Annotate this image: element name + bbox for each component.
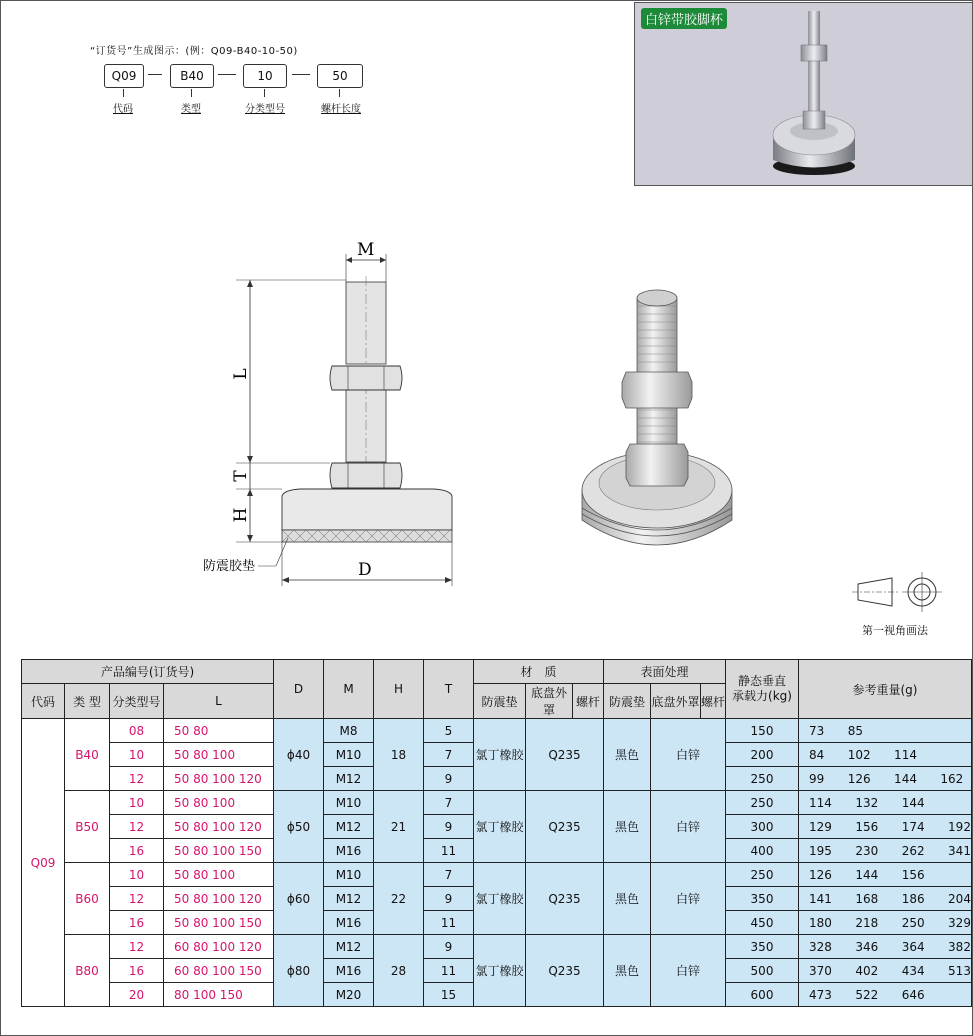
cell-length: 50 80 100 120 (164, 815, 274, 839)
cell-d: ϕ80 (274, 935, 324, 1007)
cell-t: 9 (424, 887, 474, 911)
dim-h-label: H (231, 507, 251, 523)
cell-h: 28 (374, 935, 424, 1007)
header-surf-base: 底盘外罩 (651, 684, 701, 719)
cell-t: 11 (424, 911, 474, 935)
order-box-code: Q09 (104, 64, 144, 88)
header-material: 材 质 (474, 660, 604, 684)
cell-subtype: 16 (110, 911, 164, 935)
cell-subtype: 12 (110, 887, 164, 911)
cell-t: 15 (424, 983, 474, 1007)
header-m: M (324, 660, 374, 719)
cell-type: B60 (65, 863, 110, 935)
dim-l-label: L (231, 368, 251, 380)
cell-m: M10 (324, 863, 374, 887)
cell-t: 11 (424, 959, 474, 983)
cell-length: 50 80 100 (164, 791, 274, 815)
dim-m (346, 240, 386, 282)
cell-load: 250 (726, 791, 799, 815)
cell-weight: 180 218 250 329 (799, 911, 972, 935)
order-label-type: 类型 (181, 104, 201, 115)
cell-length: 60 80 100 120 (164, 935, 274, 959)
cell-t: 5 (424, 719, 474, 743)
header-surf-screw: 螺杆 (701, 684, 726, 719)
cell-t: 11 (424, 839, 474, 863)
cell-length: 50 80 100 150 (164, 911, 274, 935)
cell-m: M16 (324, 911, 374, 935)
table-row (22, 791, 972, 815)
cell-base-material: Q235 (526, 719, 604, 791)
cell-finish: 白锌 (651, 863, 726, 935)
cell-pad-material: 氯丁橡胶 (474, 719, 526, 791)
cell-weight: 328 346 364 382 (799, 935, 972, 959)
cell-h: 21 (374, 791, 424, 863)
order-code-title: “订货号”生成图示：(例：Q09-B40-10-50) (90, 46, 298, 57)
pad-label: 防震胶垫 (203, 559, 256, 574)
header-l: L (164, 684, 274, 719)
cell-length: 80 100 150 (164, 983, 274, 1007)
cell-length: 50 80 100 (164, 743, 274, 767)
header-d: D (274, 660, 324, 719)
cell-d: ϕ40 (274, 719, 324, 791)
cell-finish: 白锌 (651, 719, 726, 791)
cell-base-material: Q235 (526, 791, 604, 863)
cell-pad-material: 氯丁橡胶 (474, 935, 526, 1007)
order-box-type: B40 (170, 64, 214, 88)
cell-weight: 195 230 262 341 (799, 839, 972, 863)
cell-load: 300 (726, 815, 799, 839)
cell-pad-finish: 黑色 (604, 935, 651, 1007)
cell-pad-finish: 黑色 (604, 863, 651, 935)
cell-type: B80 (65, 935, 110, 1007)
header-h: H (374, 660, 424, 719)
cell-weight: 370 402 434 513 (799, 959, 972, 983)
cell-subtype: 12 (110, 815, 164, 839)
cell-m: M12 (324, 767, 374, 791)
cell-subtype: 10 (110, 791, 164, 815)
table-row (22, 719, 972, 743)
dim-m-label: M (357, 240, 375, 260)
cell-type: B40 (65, 719, 110, 791)
spec-table (21, 659, 972, 1007)
cell-load: 350 (726, 935, 799, 959)
order-box-length: 50 (317, 64, 363, 88)
cell-load: 150 (726, 719, 799, 743)
cell-weight: 84 102 114 (799, 743, 972, 767)
cell-pad-finish: 黑色 (604, 791, 651, 863)
cell-subtype: 10 (110, 743, 164, 767)
cell-length: 50 80 100 (164, 863, 274, 887)
cell-load: 600 (726, 983, 799, 1007)
cell-t: 9 (424, 767, 474, 791)
cell-weight: 99 126 144 162 (799, 767, 972, 791)
cell-m: M12 (324, 887, 374, 911)
cell-d: ϕ50 (274, 791, 324, 863)
cell-weight: 141 168 186 204 (799, 887, 972, 911)
cell-base-material: Q235 (526, 863, 604, 935)
cell-load: 500 (726, 959, 799, 983)
upper-nut (330, 366, 402, 390)
cell-subtype: 10 (110, 863, 164, 887)
cell-length: 50 80 (164, 719, 274, 743)
base-cup (282, 489, 452, 530)
cell-t: 9 (424, 935, 474, 959)
cell-length: 50 80 100 120 (164, 887, 274, 911)
header-type: 类 型 (65, 684, 110, 719)
photo-badge: 白锌带胶脚杯 (641, 8, 727, 29)
cell-t: 9 (424, 815, 474, 839)
header-surf-pad: 防震垫 (604, 684, 651, 719)
cell-length: 50 80 100 150 (164, 839, 274, 863)
cell-h: 18 (374, 719, 424, 791)
header-mat-base: 底盘外罩 (526, 684, 573, 719)
cell-m: M20 (324, 983, 374, 1007)
cell-finish: 白锌 (651, 791, 726, 863)
cell-type: B50 (65, 791, 110, 863)
cell-subtype: 08 (110, 719, 164, 743)
cell-m: M16 (324, 959, 374, 983)
cell-weight: 473 522 646 (799, 983, 972, 1007)
cell-weight: 73 85 (799, 719, 972, 743)
header-mat-screw: 螺杆 (573, 684, 604, 719)
header-code: 代码 (22, 684, 65, 719)
cell-pad-material: 氯丁橡胶 (474, 863, 526, 935)
cell-m: M16 (324, 839, 374, 863)
cell-m: M10 (324, 743, 374, 767)
cell-load: 200 (726, 743, 799, 767)
cell-finish: 白锌 (651, 935, 726, 1007)
cell-m: M12 (324, 935, 374, 959)
header-surface: 表面处理 (604, 660, 726, 684)
cell-load: 350 (726, 887, 799, 911)
cell-base-material: Q235 (526, 935, 604, 1007)
header-weight: 参考重量(g) (799, 660, 972, 719)
cell-subtype: 20 (110, 983, 164, 1007)
header-product-no: 产品编号(订货号) (22, 660, 274, 684)
cell-weight: 129 156 174 192 (799, 815, 972, 839)
dim-d-label: D (358, 560, 372, 580)
projection-symbol (852, 572, 942, 612)
leveling-foot-3d (582, 290, 732, 545)
header-sub: 分类型号 (110, 684, 164, 719)
projection-label: 第一视角画法 (862, 624, 928, 637)
cell-length: 60 80 100 150 (164, 959, 274, 983)
order-label-subtype: 分类型号 (245, 104, 285, 115)
cell-subtype: 16 (110, 959, 164, 983)
cell-d: ϕ60 (274, 863, 324, 935)
cell-t: 7 (424, 743, 474, 767)
lower-nut (330, 463, 402, 488)
cell-m: M10 (324, 791, 374, 815)
cell-m: M12 (324, 815, 374, 839)
order-box-subtype: 10 (243, 64, 287, 88)
cell-m: M8 (324, 719, 374, 743)
cell-length: 50 80 100 120 (164, 767, 274, 791)
cell-subtype: 12 (110, 935, 164, 959)
cell-subtype: 12 (110, 767, 164, 791)
cell-subtype: 16 (110, 839, 164, 863)
table-row (22, 935, 972, 959)
header-load: 静态垂直 承载力(kg) (726, 660, 799, 719)
cell-load: 250 (726, 767, 799, 791)
cell-load: 450 (726, 911, 799, 935)
cell-code: Q09 (22, 719, 65, 1007)
cell-weight: 114 132 144 (799, 791, 972, 815)
header-mat-pad: 防震垫 (474, 684, 526, 719)
order-label-length: 螺杆长度 (321, 104, 361, 115)
table-row (22, 863, 972, 887)
cell-weight: 126 144 156 (799, 863, 972, 887)
cell-t: 7 (424, 863, 474, 887)
dim-t-label: T (231, 470, 251, 482)
header-t: T (424, 660, 474, 719)
cell-pad-finish: 黑色 (604, 719, 651, 791)
cell-h: 22 (374, 863, 424, 935)
order-label-code: 代码 (113, 104, 133, 115)
cell-load: 250 (726, 863, 799, 887)
cell-pad-material: 氯丁橡胶 (474, 791, 526, 863)
cell-load: 400 (726, 839, 799, 863)
cell-t: 7 (424, 791, 474, 815)
